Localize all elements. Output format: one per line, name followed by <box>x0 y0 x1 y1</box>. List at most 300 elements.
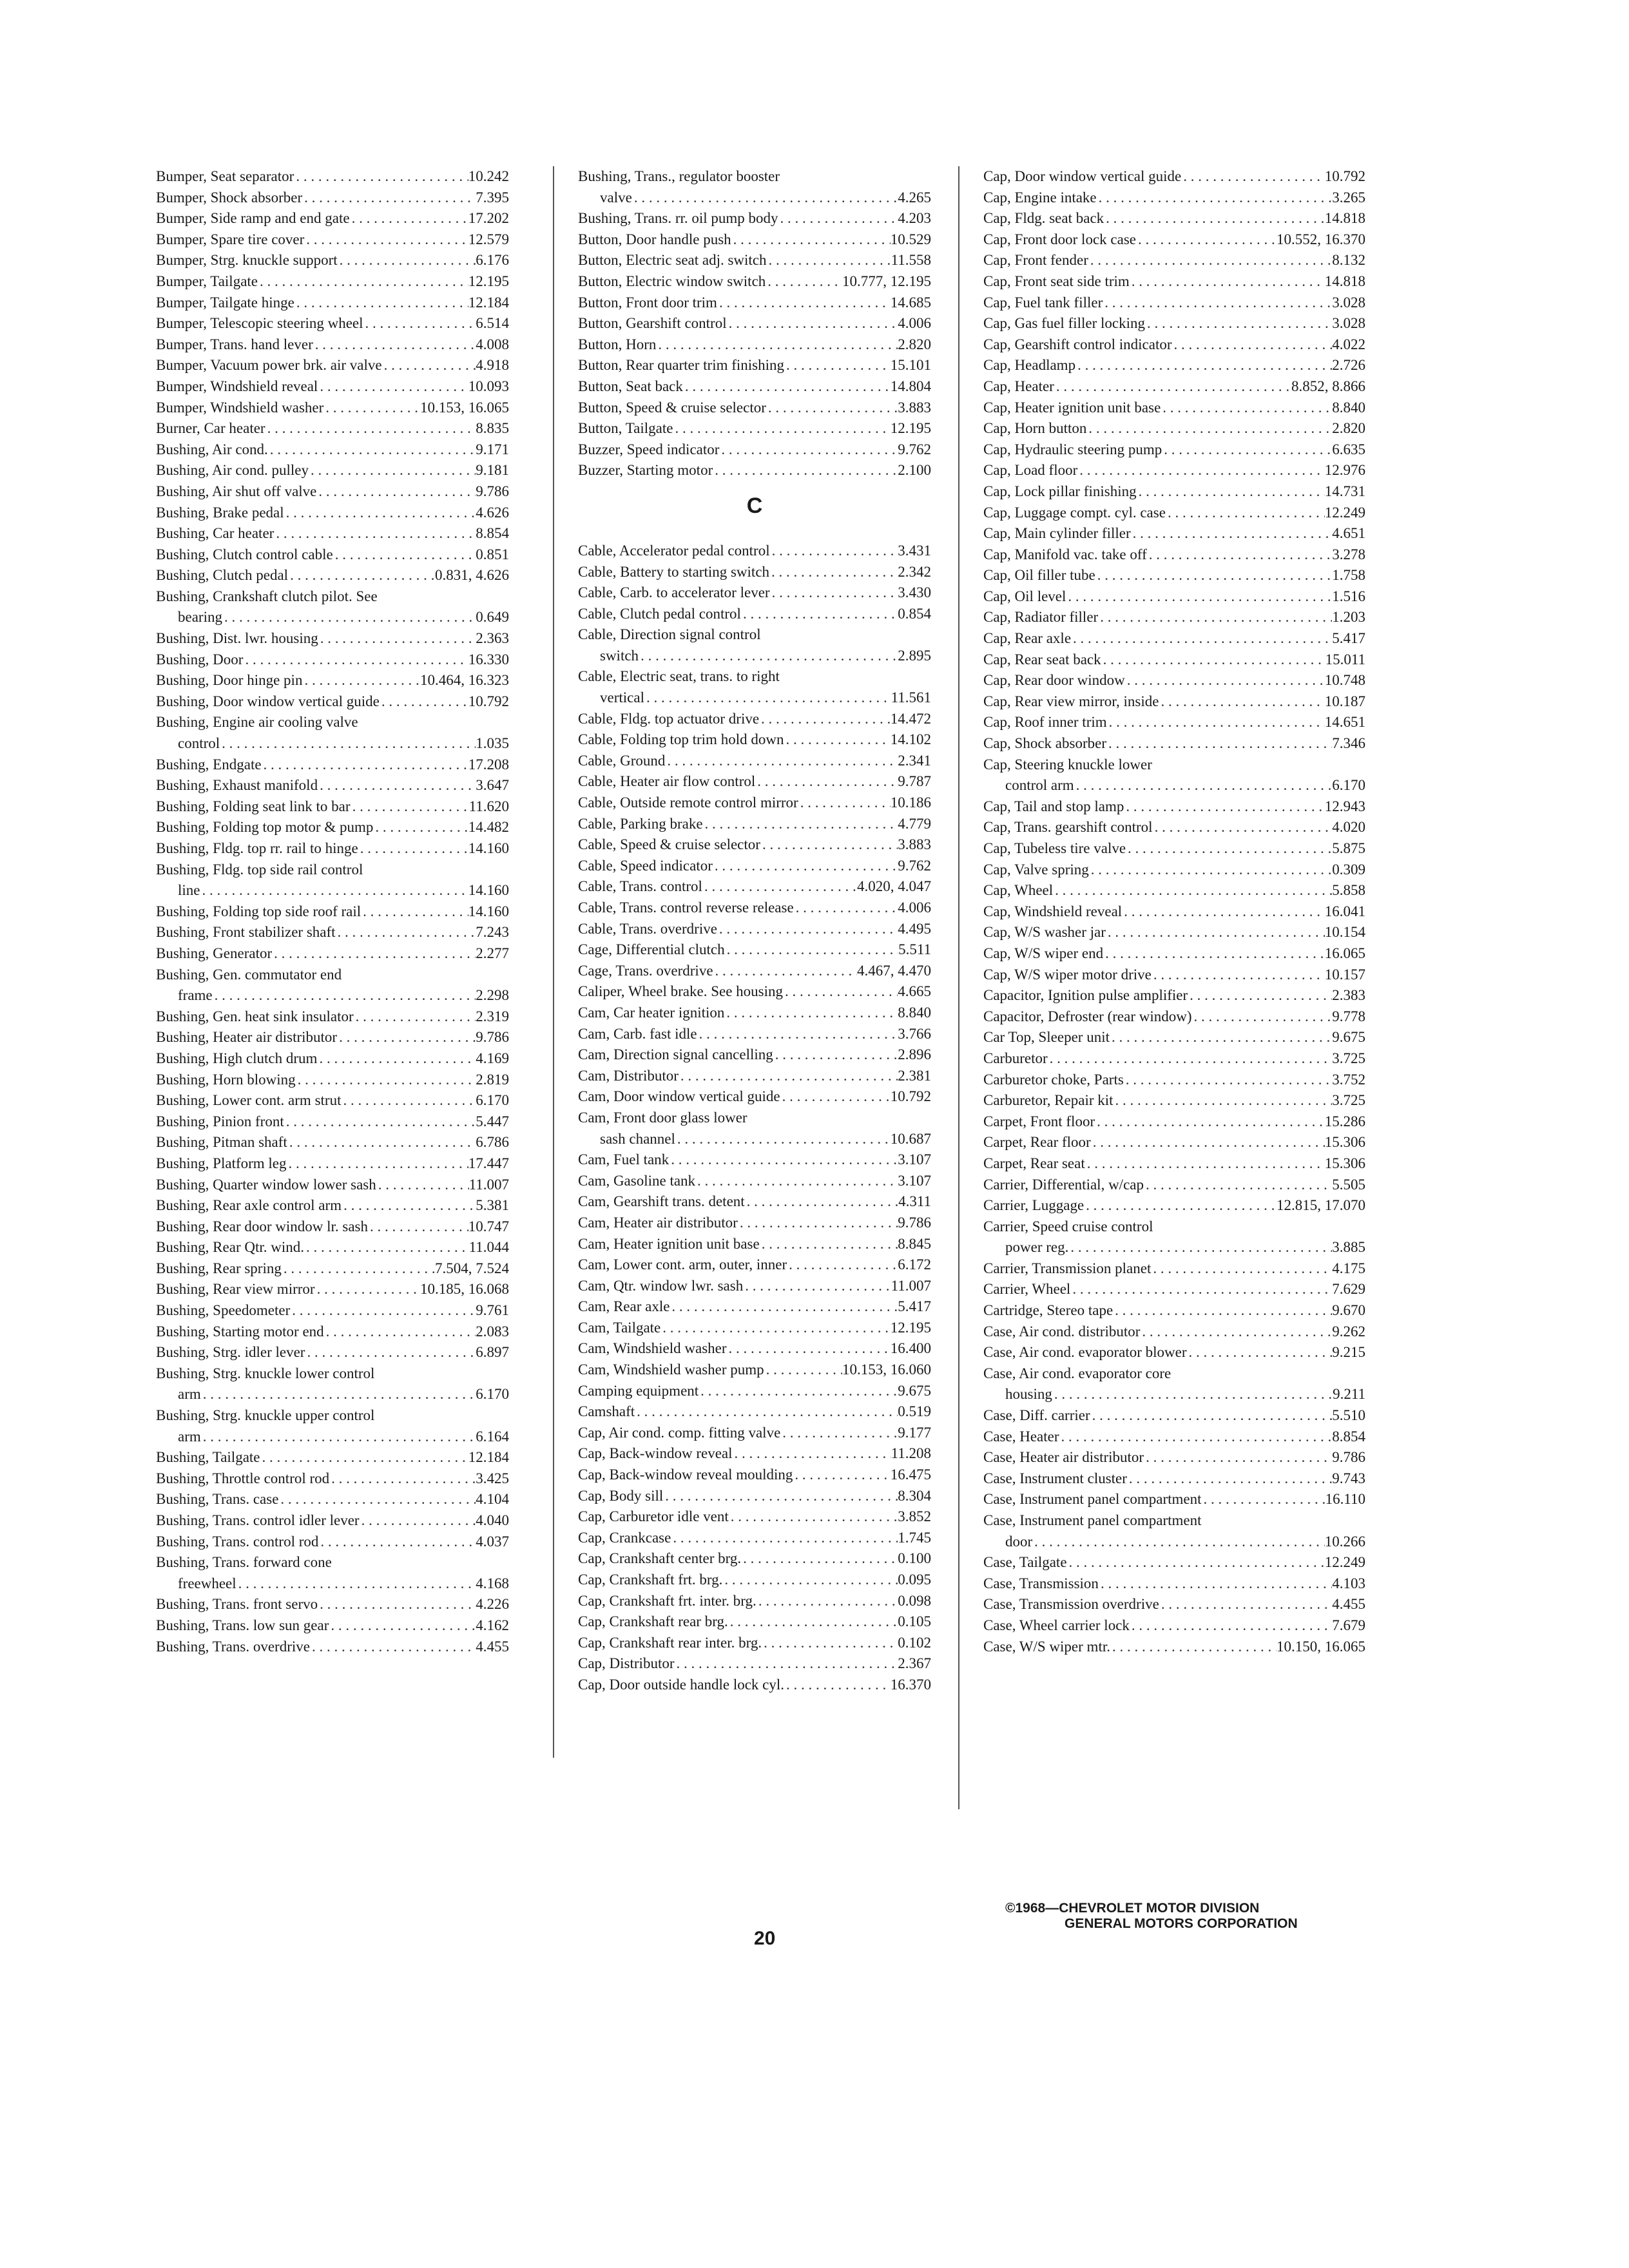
entry-label: Burner, Car heater <box>156 420 265 437</box>
leader-dots <box>220 733 476 754</box>
leader-dots <box>354 1006 476 1028</box>
entry-reference: 4.226 <box>476 1596 509 1613</box>
entry-label: Bushing, Clutch control cable <box>156 546 333 562</box>
index-entry <box>578 1360 931 1381</box>
leader-dots <box>1071 628 1332 649</box>
index-entry <box>578 582 931 604</box>
entry-label: Bushing, Engine air cooling valve <box>156 714 358 731</box>
entry-label: Bushing, Endgate <box>156 756 262 773</box>
entry-label: Bumper, Strg. knuckle support <box>156 252 338 269</box>
index-entry <box>578 771 931 793</box>
entry-label: Button, Speed & cruise selector <box>578 399 766 416</box>
entry-label: Cam, Car heater ignition <box>578 1004 725 1021</box>
entry-reference: 14.685 <box>890 294 931 311</box>
index-entry <box>578 1548 931 1570</box>
entry-reference: 2.319 <box>476 1008 509 1024</box>
leader-dots <box>260 1447 468 1468</box>
entry-reference: 8.840 <box>1332 399 1365 416</box>
index-entry <box>156 1363 509 1385</box>
entry-reference: 9.786 <box>898 1214 931 1231</box>
index-entry <box>156 860 509 881</box>
entry-reference: 17.202 <box>468 210 509 227</box>
index-entry <box>578 313 931 334</box>
index-entry <box>983 649 1365 671</box>
entry-label: Bushing, Generator <box>156 945 273 961</box>
leader-dots <box>1070 1279 1332 1300</box>
entry-label: Cable, Direction signal control <box>578 626 761 643</box>
entry-reference: 4.203 <box>898 210 931 227</box>
entry-label: Cable, Carb. to accelerator lever <box>578 584 770 601</box>
entry-label: Cap, Fldg. seat back <box>983 210 1104 227</box>
entry-label: Cap, Oil filler tube <box>983 567 1095 584</box>
index-entry <box>578 1086 931 1108</box>
entry-label: Bushing, Air shut off valve <box>156 483 317 499</box>
column-divider <box>958 166 959 1809</box>
index-column-3 <box>983 166 1365 1657</box>
index-entry <box>156 418 509 439</box>
index-entry <box>578 1149 931 1171</box>
entry-label: Cable, Ground <box>578 752 666 769</box>
entry-reference: 1.745 <box>898 1529 931 1546</box>
entry-label: Cap, Rear view mirror, inside <box>983 693 1159 709</box>
index-entry <box>156 796 509 818</box>
index-entry <box>156 1006 509 1028</box>
entry-label: Carrier, Speed cruise control <box>983 1218 1153 1235</box>
entry-label: Cap, Crankshaft center brg. <box>578 1550 742 1567</box>
entry-label: valve <box>600 189 632 206</box>
index-entry <box>156 922 509 943</box>
entry-label: Bushing, Crankshaft clutch pilot. See <box>156 588 378 604</box>
entry-label: door <box>1005 1533 1033 1550</box>
entry-reference: 9.786 <box>1332 1449 1365 1466</box>
index-entry <box>156 1027 509 1048</box>
entry-reference: 10.747 <box>468 1218 509 1235</box>
index-entry <box>578 1129 931 1150</box>
entry-label: power reg. <box>1005 1239 1069 1256</box>
leader-dots <box>722 1570 898 1591</box>
entry-label: Cap, Tubeless tire valve <box>983 840 1126 856</box>
entry-label: Button, Electric seat adj. switch <box>578 252 767 269</box>
index-entry <box>156 1048 509 1070</box>
entry-reference: 14.651 <box>1324 714 1365 731</box>
leader-dots <box>1162 439 1332 461</box>
leader-dots <box>745 1191 898 1213</box>
entry-label: Bushing, Clutch pedal <box>156 567 289 584</box>
index-entry <box>156 166 509 187</box>
entry-reference: 9.670 <box>1332 1302 1365 1319</box>
entry-label: Bushing, Heater air distributor <box>156 1029 338 1046</box>
leader-dots <box>1144 1447 1332 1468</box>
entry-reference: 3.028 <box>1332 294 1365 311</box>
index-entry <box>156 1090 509 1111</box>
leader-dots <box>361 901 468 923</box>
entry-reference: 8.852, 8.866 <box>1291 378 1365 394</box>
leader-dots <box>1077 460 1324 481</box>
entry-reference: 11.561 <box>891 689 931 706</box>
leader-dots <box>323 398 420 419</box>
entry-label: Bushing, Brake pedal <box>156 504 284 521</box>
index-entry <box>983 398 1365 419</box>
leader-dots <box>318 628 476 649</box>
entry-reference: 0.519 <box>898 1403 931 1420</box>
entry-label: Button, Electric window switch <box>578 273 766 289</box>
leader-dots <box>1153 817 1333 838</box>
leader-dots <box>780 1423 898 1444</box>
entry-reference: 6.897 <box>476 1344 509 1361</box>
leader-dots <box>284 1111 476 1133</box>
entry-label: Bushing, Fldg. top side rail control <box>156 861 363 878</box>
entry-label: Carrier, Wheel <box>983 1281 1071 1298</box>
leader-dots <box>329 1468 476 1490</box>
index-entry <box>983 586 1365 608</box>
entry-label: Bushing, Strg. idler lever <box>156 1344 305 1361</box>
leader-dots <box>743 1276 891 1297</box>
column-divider <box>553 166 554 1758</box>
index-entry <box>578 624 931 646</box>
index-entry <box>156 691 509 713</box>
index-entry <box>578 729 931 751</box>
entry-reference: 1.516 <box>1332 588 1365 604</box>
entry-label: Case, Tailgate <box>983 1554 1067 1571</box>
index-entry <box>156 965 509 986</box>
leader-dots <box>1147 544 1332 566</box>
entry-label: Cartridge, Stereo tape <box>983 1302 1113 1319</box>
index-entry <box>156 1216 509 1238</box>
entry-label: Cable, Electric seat, trans. to right <box>578 668 780 685</box>
entry-label: Capacitor, Defroster (rear window) <box>983 1008 1192 1024</box>
entry-reference: 11.044 <box>468 1239 509 1256</box>
leader-dots <box>717 919 898 940</box>
entry-reference: 16.110 <box>1325 1491 1365 1508</box>
index-entry <box>156 901 509 923</box>
entry-reference: 2.726 <box>1332 357 1365 374</box>
leader-dots <box>780 1086 891 1108</box>
entry-label: Case, Transmission <box>983 1575 1099 1591</box>
entry-label: Button, Rear quarter trim finishing <box>578 357 785 374</box>
entry-reference: 9.181 <box>476 462 509 479</box>
entry-label: Cam, Lower cont. arm, outer, inner <box>578 1256 787 1273</box>
leader-dots <box>1103 943 1325 965</box>
entry-reference: 4.175 <box>1332 1260 1365 1276</box>
index-entry <box>983 565 1365 586</box>
entry-reference: 4.006 <box>898 899 931 916</box>
entry-label: Bumper, Spare tire cover <box>156 231 305 247</box>
entry-label: Button, Front door trim <box>578 294 717 311</box>
entry-label: Bushing, Quarter window lower sash <box>156 1176 376 1193</box>
leader-dots <box>669 1149 898 1171</box>
index-entry <box>156 1594 509 1615</box>
leader-dots <box>663 1486 898 1507</box>
entry-reference: 2.083 <box>476 1323 509 1340</box>
entry-reference: 2.896 <box>898 1046 931 1063</box>
entry-reference: 0.095 <box>898 1571 931 1588</box>
index-entry <box>156 1447 509 1468</box>
leader-dots <box>380 691 468 713</box>
entry-reference: 15.306 <box>1324 1134 1365 1151</box>
index-entry <box>983 460 1365 481</box>
entry-label: arm <box>178 1386 201 1403</box>
entry-label: Cap, Heater <box>983 378 1054 394</box>
index-entry <box>156 1321 509 1343</box>
entry-reference: 6.635 <box>1332 441 1365 457</box>
leader-dots <box>1091 1132 1325 1153</box>
entry-label: Cap, Crankshaft rear brg. <box>578 1613 728 1630</box>
index-entry <box>156 1132 509 1153</box>
entry-reference: 2.363 <box>476 630 509 647</box>
entry-reference: 1.035 <box>476 735 509 752</box>
leader-dots <box>1166 503 1325 524</box>
leader-dots <box>1144 1175 1332 1196</box>
index-entry <box>578 1675 931 1696</box>
index-entry <box>156 460 509 481</box>
entry-label: Cam, Gearshift trans. detent <box>578 1193 745 1210</box>
entry-reference: 9.762 <box>898 441 931 457</box>
entry-reference: 11.007 <box>891 1277 931 1294</box>
entry-reference: 8.304 <box>898 1487 931 1504</box>
index-entry <box>983 1552 1365 1573</box>
leader-dots <box>1106 922 1325 943</box>
index-entry <box>983 1342 1365 1363</box>
leader-dots <box>1054 376 1291 398</box>
entry-reference: 14.160 <box>468 840 509 856</box>
index-entry <box>983 418 1365 439</box>
entry-label: Bushing, Exhaust manifold <box>156 777 318 794</box>
index-entry <box>983 439 1365 461</box>
entry-reference: 4.022 <box>1332 336 1365 352</box>
entry-label: Bushing, Rear view mirror <box>156 1281 315 1298</box>
index-entry <box>983 376 1365 398</box>
entry-reference: 5.505 <box>1332 1176 1365 1193</box>
leader-dots <box>363 313 476 334</box>
entry-reference: 10.748 <box>1324 672 1365 689</box>
index-entry <box>983 1153 1365 1175</box>
entry-reference: 12.195 <box>890 1319 931 1336</box>
index-entry <box>983 607 1365 628</box>
index-entry <box>983 838 1365 860</box>
index-entry <box>156 1489 509 1510</box>
index-entry <box>156 439 509 461</box>
index-entry <box>983 733 1365 754</box>
entry-label: Cable, Fldg. top actuator drive <box>578 710 760 727</box>
entry-reference: 2.819 <box>476 1071 509 1088</box>
entry-reference: 4.008 <box>476 336 509 352</box>
index-entry <box>983 208 1365 229</box>
index-entry <box>156 1342 509 1363</box>
leader-dots <box>1097 187 1333 209</box>
entry-label: Bushing, Rear Qtr. wind. <box>156 1239 304 1256</box>
entry-reference: 14.804 <box>890 378 931 394</box>
index-entry <box>156 1615 509 1637</box>
entry-label: Cap, Horn button <box>983 420 1087 437</box>
leader-dots <box>1137 481 1325 503</box>
index-entry <box>983 1384 1365 1405</box>
index-entry <box>156 628 509 649</box>
entry-reference: 16.041 <box>1324 903 1365 919</box>
index-entry <box>578 250 931 271</box>
index-entry <box>578 1528 931 1549</box>
leader-dots <box>302 670 420 691</box>
entry-label: Cable, Battery to starting switch <box>578 563 770 580</box>
entry-reference: 15.101 <box>890 357 931 374</box>
leader-dots <box>725 939 899 961</box>
entry-label: Cam, Windshield washer <box>578 1340 727 1357</box>
entry-label: Bushing, Trans. rr. oil pump body <box>578 210 778 227</box>
leader-dots <box>755 771 898 793</box>
entry-reference: 10.777, 12.195 <box>842 273 931 289</box>
entry-label: Cap, Rear axle <box>983 630 1072 647</box>
entry-label: Cap, Front seat side trim <box>983 273 1130 289</box>
entry-label: Cam, Tailgate <box>578 1319 661 1336</box>
entry-reference: 2.383 <box>1332 987 1365 1004</box>
index-entry <box>156 544 509 566</box>
entry-reference: 10.792 <box>1324 168 1365 184</box>
entry-reference: 1.203 <box>1332 609 1365 626</box>
index-entry <box>983 271 1365 293</box>
entry-label: Case, W/S wiper mtr. <box>983 1638 1110 1655</box>
leader-dots <box>318 1532 476 1553</box>
entry-reference: 14.102 <box>890 731 931 748</box>
leader-dots <box>1113 1090 1333 1111</box>
entry-label: Cap, Load floor <box>983 462 1078 479</box>
index-entry <box>578 1611 931 1633</box>
leader-dots <box>703 814 898 835</box>
leader-dots <box>1140 1321 1332 1343</box>
entry-reference: 8.845 <box>898 1235 931 1252</box>
entry-reference: 0.105 <box>898 1613 931 1630</box>
leader-dots <box>683 376 891 398</box>
index-entry <box>578 541 931 562</box>
entry-reference: 3.425 <box>476 1470 509 1486</box>
entry-label: control arm <box>1005 777 1074 794</box>
leader-dots <box>1145 313 1332 334</box>
leader-dots <box>697 1024 898 1045</box>
entry-reference: 14.731 <box>1324 483 1365 499</box>
entry-reference: 4.169 <box>476 1050 509 1066</box>
leader-dots <box>798 793 891 814</box>
leader-dots <box>351 796 469 818</box>
leader-dots <box>1131 523 1333 544</box>
entry-label: Cam, Rear axle <box>578 1298 670 1315</box>
entry-label: Cap, Gearshift control indicator <box>983 336 1172 352</box>
leader-dots <box>1059 1427 1333 1448</box>
leader-dots <box>360 1510 476 1532</box>
leader-dots <box>656 334 898 356</box>
entry-reference: 12.976 <box>1324 462 1365 479</box>
entry-reference: 3.883 <box>898 399 931 416</box>
entry-reference: 7.243 <box>476 924 509 941</box>
entry-reference: 4.020, 4.047 <box>857 878 931 895</box>
index-entry <box>578 793 931 814</box>
entry-label: Cable, Trans. control <box>578 878 702 895</box>
leader-dots <box>358 838 468 860</box>
leader-dots <box>315 1279 420 1300</box>
entry-label: vertical <box>600 689 644 706</box>
entry-reference: 10.187 <box>1324 693 1365 709</box>
entry-label: Bushing, Rear door window lr. sash <box>156 1218 369 1235</box>
entry-reference: 7.504, 7.524 <box>435 1260 509 1276</box>
index-entry <box>156 334 509 356</box>
leader-dots <box>738 1213 898 1234</box>
index-entry <box>578 1296 931 1318</box>
index-entry <box>983 1027 1365 1048</box>
entry-reference: 4.467, 4.470 <box>857 962 931 979</box>
entry-reference: 7.346 <box>1332 735 1365 752</box>
entry-label: Button, Door handle push <box>578 231 731 247</box>
entry-reference: 0.831, 4.626 <box>435 567 509 584</box>
entry-label: Bumper, Tailgate hinge <box>156 294 294 311</box>
index-entry <box>156 943 509 965</box>
entry-reference: 4.168 <box>476 1575 509 1591</box>
entry-label: Cam, Gasoline tank <box>578 1172 696 1189</box>
entry-label: Cam, Carb. fast idle <box>578 1025 697 1042</box>
entry-label: Bushing, Folding top motor & pump <box>156 819 374 836</box>
index-entry <box>156 503 509 524</box>
entry-reference: 10.150, 16.065 <box>1277 1638 1365 1655</box>
entry-reference: 4.037 <box>476 1533 509 1550</box>
entry-reference: 1.758 <box>1332 567 1365 584</box>
leader-dots <box>1052 1384 1333 1405</box>
index-entry <box>578 856 931 877</box>
leader-dots <box>213 985 476 1006</box>
leader-dots <box>1125 670 1325 691</box>
leader-dots <box>719 439 898 461</box>
entry-label: Bushing, Folding seat link to bar <box>156 798 351 814</box>
leader-dots <box>766 398 898 419</box>
index-entry <box>578 1486 931 1507</box>
index-entry <box>156 1405 509 1427</box>
index-entry <box>983 1048 1365 1070</box>
index-entry <box>983 1637 1365 1658</box>
index-entry <box>983 880 1365 901</box>
index-column-2-bottom <box>578 541 931 1696</box>
entry-reference: 15.306 <box>1324 1155 1365 1171</box>
entry-label: Bushing, Tailgate <box>156 1449 260 1466</box>
leader-dots <box>304 1237 469 1258</box>
leader-dots <box>1202 1489 1325 1510</box>
entry-label: Cap, Fuel tank filler <box>983 294 1103 311</box>
leader-dots <box>1066 586 1332 608</box>
entry-reference: 10.153, 16.060 <box>842 1361 931 1378</box>
entry-reference: 0.854 <box>898 605 931 622</box>
index-entry <box>983 1195 1365 1216</box>
entry-reference: 3.431 <box>898 542 931 559</box>
entry-label: Bushing, Lower cont. arm strut <box>156 1092 342 1109</box>
entry-label: Cam, Windshield washer pump <box>578 1361 764 1378</box>
leader-dots <box>695 1171 898 1192</box>
leader-dots <box>336 922 476 943</box>
index-entry <box>156 712 509 733</box>
entry-label: sash channel <box>600 1130 675 1147</box>
index-entry <box>156 355 509 376</box>
index-entry <box>983 544 1365 566</box>
index-entry <box>983 229 1365 251</box>
leader-dots <box>1151 1258 1332 1280</box>
leader-dots <box>262 754 468 776</box>
index-entry <box>983 293 1365 314</box>
entry-reference: 6.170 <box>476 1092 509 1109</box>
entry-reference: 4.103 <box>1332 1575 1365 1591</box>
entry-reference: 5.510 <box>1332 1407 1365 1424</box>
entry-reference: 9.786 <box>476 1029 509 1046</box>
leader-dots <box>342 1195 476 1216</box>
index-entry <box>578 229 931 251</box>
index-entry <box>578 334 931 356</box>
index-entry <box>578 939 931 961</box>
entry-label: Cap, Door window vertical guide <box>983 168 1182 184</box>
index-entry <box>983 355 1365 376</box>
index-entry <box>983 1532 1365 1553</box>
index-entry <box>983 901 1365 923</box>
